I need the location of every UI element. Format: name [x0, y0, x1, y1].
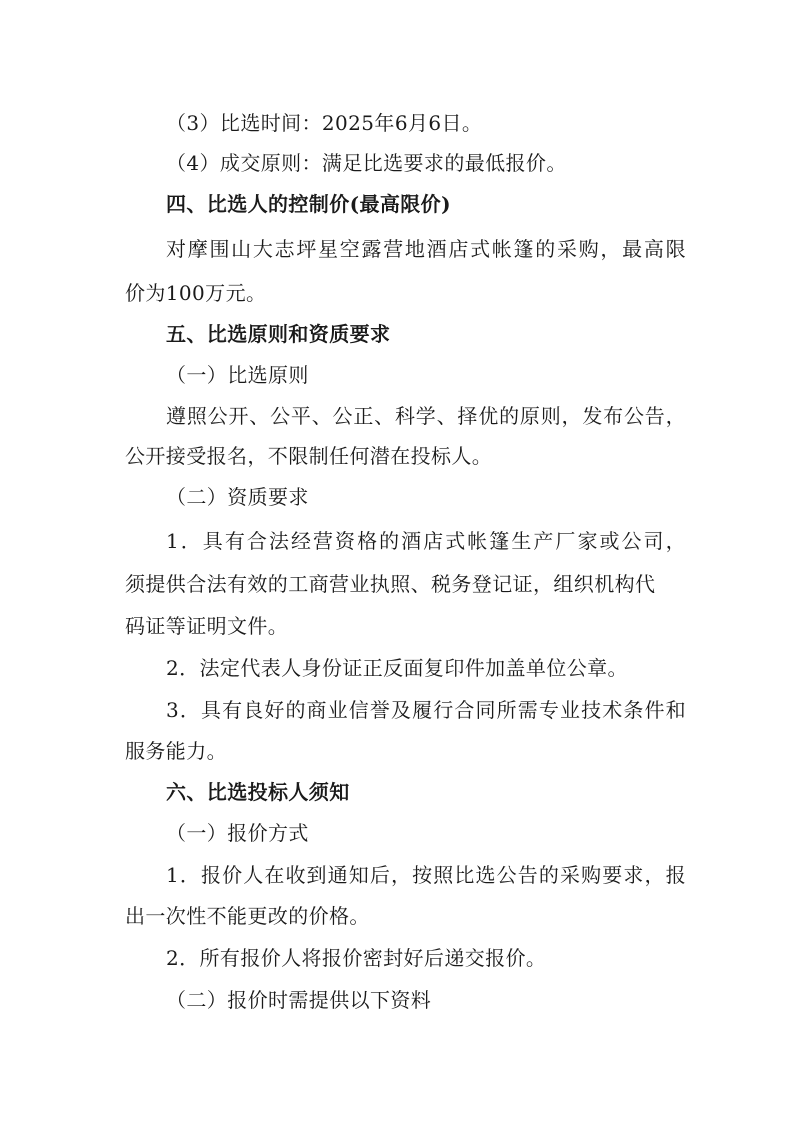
section-6-heading: 六、比选投标人须知	[166, 780, 350, 804]
section-4-paragraph-line-2: 价为100万元。	[125, 281, 267, 305]
requirement-1-line-2: 须提供合法有效的工商营业执照、税务登记证，组织机构代	[125, 572, 656, 596]
requirement-3-line-2: 服务能力。	[125, 739, 227, 763]
requirement-1-line-1: 1．具有合法经营资格的酒店式帐篷生产厂家或公司，	[166, 529, 686, 553]
quote-rule-1-line-2: 出一次性不能更改的价格。	[125, 904, 370, 928]
section-5-heading: 五、比选原则和资质要求	[166, 322, 391, 346]
quote-rule-2: 2．所有报价人将报价密封好后递交报价。	[166, 946, 547, 970]
requirement-2: 2．法定代表人身份证正反面复印件加盖单位公章。	[166, 656, 628, 680]
section-4-heading: 四、比选人的控制价(最高限价)	[166, 192, 451, 216]
subsection-6-2-heading: （二）报价时需提供以下资料	[166, 988, 432, 1012]
subsection-5-1-heading: （一）比选原则	[166, 363, 309, 387]
requirement-1-line-3: 码证等证明文件。	[125, 614, 289, 638]
section-4-paragraph-line-1: 对摩围山大志坪星空露营地酒店式帐篷的采购，最高限	[166, 237, 686, 261]
clause-4-principle: （4）成交原则：满足比选要求的最低报价。	[166, 151, 567, 175]
clause-3-time: （3）比选时间：2025年6月6日。	[166, 111, 483, 135]
subsection-5-1-paragraph-line-1: 遵照公开、公平、公正、科学、择优的原则，发布公告，	[166, 404, 686, 428]
subsection-6-1-heading: （一）报价方式	[166, 821, 309, 845]
subsection-5-1-paragraph-line-2: 公开接受报名，不限制任何潜在投标人。	[125, 444, 493, 468]
requirement-3-line-1: 3．具有良好的商业信誉及履行合同所需专业技术条件和	[166, 698, 686, 722]
quote-rule-1-line-1: 1．报价人在收到通知后，按照比选公告的采购要求，报	[166, 863, 686, 887]
subsection-5-2-heading: （二）资质要求	[166, 485, 309, 509]
